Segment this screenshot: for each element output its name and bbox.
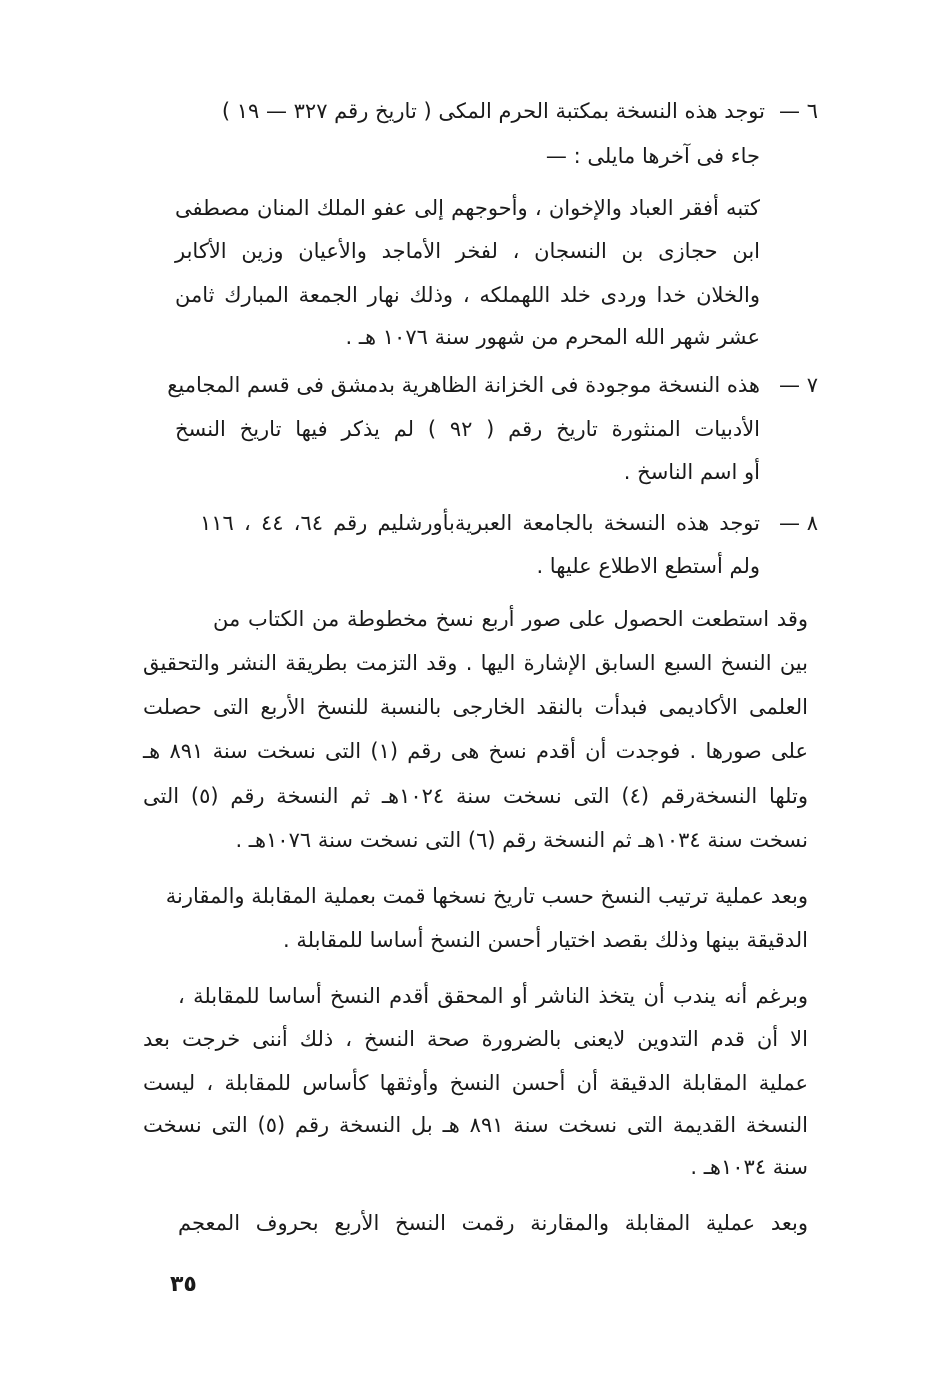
para-1-line-2: بين النسخ السبع السابق الإشارة اليها . وقد التزمت بطريقة النشر والتحقيق (143, 651, 808, 675)
para-3-line-1: وبرغم أنه يندب أن يتخذ الناشر أو المحقق أقدم النسخ أساسا للمقابلة ، (178, 984, 808, 1008)
page-number: ٣٥ (170, 1272, 197, 1297)
para-2-line-1: وبعد عملية ترتيب النسخ حسب تاريخ نسخها قمت بعملية المقابلة والمقارنة (165, 884, 808, 908)
item-8-line-1: توجد هذه النسخة بالجامعة العبريةبأورشليم رقم ٦٤، ٤٤ ، ١١٦ (200, 511, 760, 535)
para-3-line-4: النسخة القديمة التى نسخت سنة ٨٩١ هـ بل النسخة رقم (٥) التى نسخت (143, 1113, 808, 1137)
item-8-line-2: ولم أستطع الاطلاع عليها . (536, 554, 760, 578)
quote-line-3: والخلان خدا وردى خلد اللهملكه ، وذلك نهار الجمعة المبارك ثامن (175, 283, 760, 307)
item-6-line-2: جاء فى آخرها مايلى : — (545, 144, 760, 168)
para-3-line-2: الا أن قدم التدوين لايعنى بالضرورة صحة النسخ ، ذلك أننى خرجت بعد (143, 1027, 808, 1051)
item-7-line-3: أو اسم الناسخ . (623, 460, 760, 484)
para-1-line-3: العلمى الأكاديمى فبدأت بالنقد الخارجى بالنسبة للنسخ الأربع التى حصلت (143, 695, 808, 719)
item-7-line-2: الأدبيات المنثورة تاريخ رقم ( ٩٢ ) لم يذكر فيها تاريخ النسخ (175, 417, 760, 441)
para-3-line-3: عملية المقابلة الدقيقة أن أحسن النسخ وأوثقها كأساس للمقابلة ، ليست (143, 1071, 808, 1095)
para-1-line-1: وقد استطعت الحصول على صور أربع نسخ مخطوطة من الكتاب من (213, 607, 808, 631)
item-7-line-1: هذه النسخة موجودة فى الخزانة الظاهرية بدمشق فى قسم المجاميع (167, 373, 760, 397)
quote-line-2: ابن حجازى بن النسجان ، لفخر الأماجد والأعيان وزين الأكابر (175, 239, 760, 263)
item-marker-7: ٧ — (779, 373, 818, 397)
para-3-line-5: سنة ١٠٣٤هـ . (690, 1155, 808, 1179)
para-4-line-1: وبعد عملية المقابلة والمقارنة رقمت النسخ الأربع بحروف المعجم (178, 1211, 808, 1235)
para-1-line-5: وتلها النسخةرقم (٤) التى نسخت سنة ١٠٢٤هـ ثم النسخة رقم (٥) التى (143, 784, 808, 808)
item-marker-8: ٨ — (779, 511, 818, 535)
para-1-line-6: نسخت سنة ١٠٣٤هـ ثم النسخة رقم (٦) التى نسخت سنة ١٠٧٦هـ . (235, 828, 808, 852)
para-2-line-2: الدقيقة بينها وذلك بقصد اختيار أحسن النسخ أساسا للمقابلة . (283, 928, 808, 952)
item-6-line-1: توجد هذه النسخة بمكتبة الحرم المكى ( تاريخ رقم ٣٢٧ — ١٩ ) (221, 99, 765, 123)
quote-line-4: عشر شهر الله المحرم من شهور سنة ١٠٧٦ هـ . (345, 325, 760, 349)
para-1-line-4: على صورها . فوجدت أن أقدم نسخ هى رقم (١) التى نسخت سنة ٨٩١ هـ (143, 739, 808, 763)
item-marker-6: ٦ — (779, 99, 818, 123)
quote-line-1: كتبه أفقر العباد والإخوان ، وأحوجهم إلى عفو الملك المنان مصطفى (175, 196, 760, 220)
